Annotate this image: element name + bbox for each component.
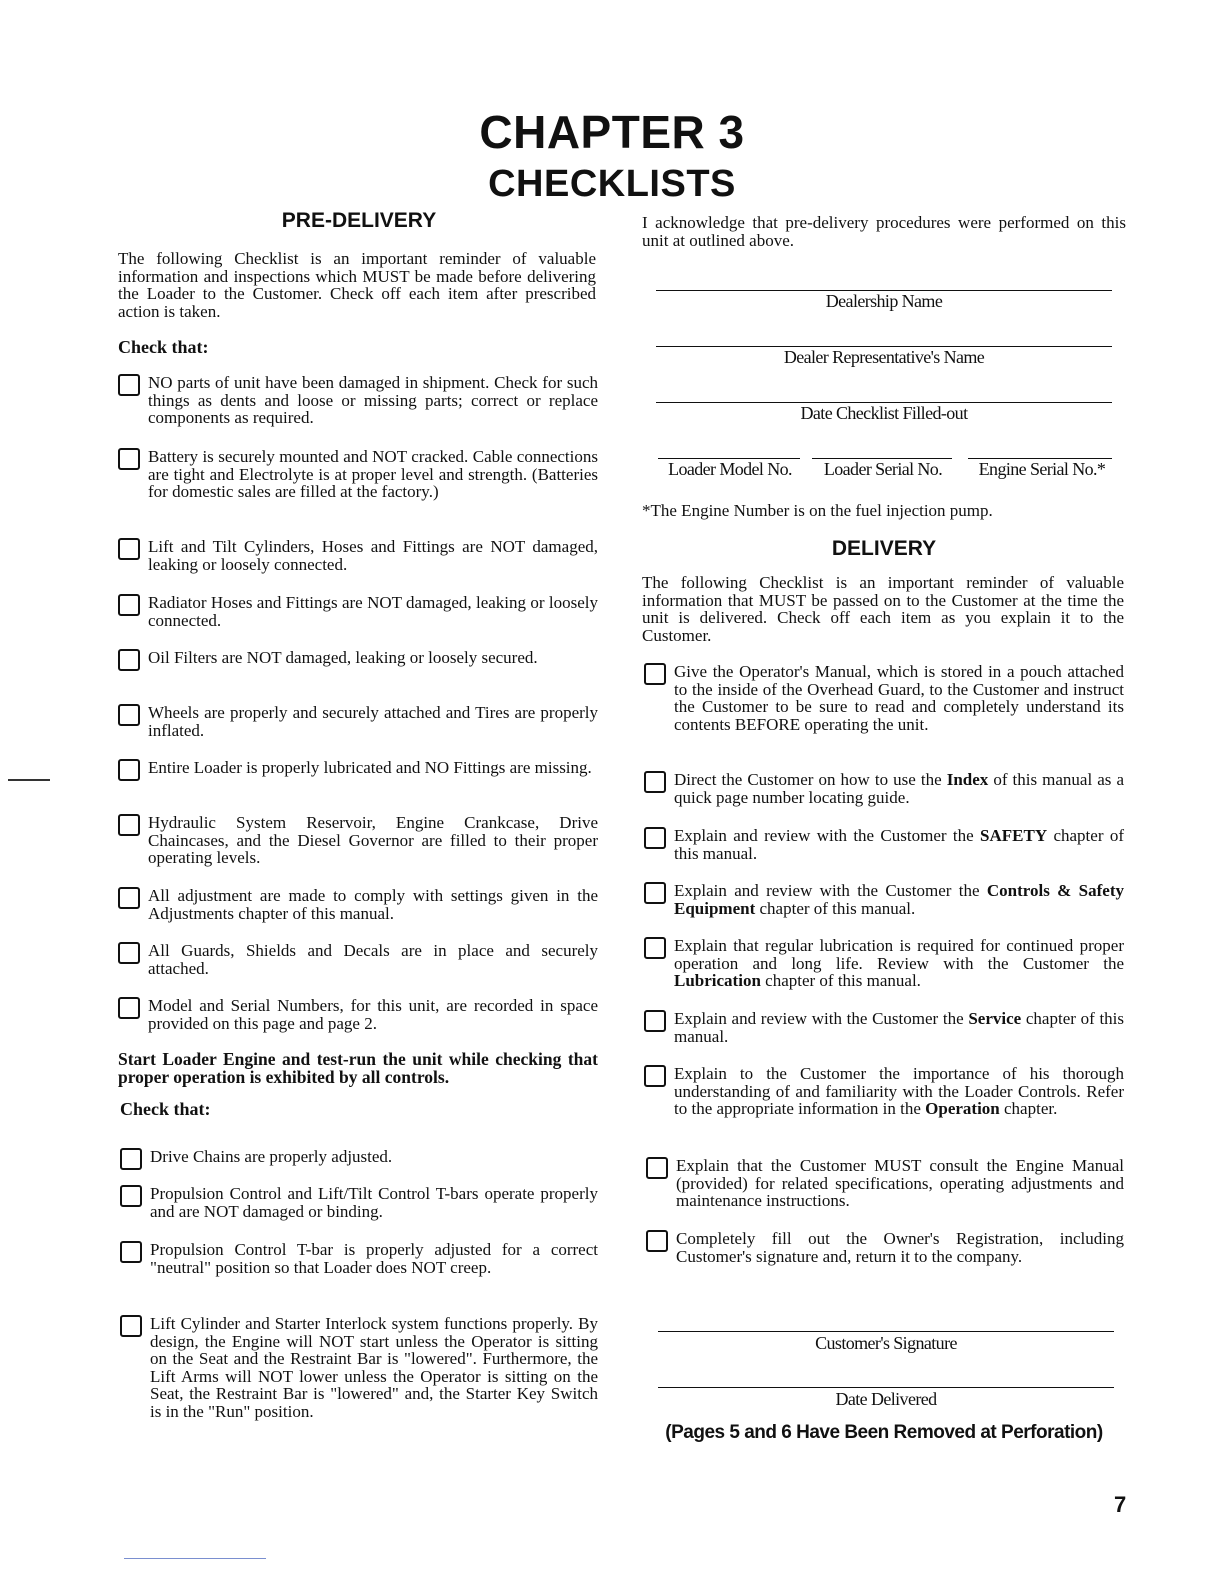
engine-serial-label: Engine Serial No.* bbox=[978, 459, 1106, 479]
loader-serial-label: Loader Serial No. bbox=[823, 459, 943, 479]
date-delivered-label: Date Delivered bbox=[835, 1389, 937, 1409]
checklist-item[interactable] bbox=[646, 1230, 1124, 1265]
checklist-item[interactable] bbox=[120, 1148, 598, 1170]
checklist-item[interactable] bbox=[118, 538, 598, 573]
checklist-item-text: Lift and Tilt Cylinders, Hoses and Fittings are NOT damaged, leaking or loosely connected. bbox=[148, 537, 598, 574]
chapter-heading: CHAPTER 3 bbox=[479, 106, 745, 158]
test-run-note: Start Loader Engine and test-run the unit while checking that proper operation is exhibited by all controls. bbox=[118, 1049, 598, 1087]
checklist-item-text: Battery is securely mounted and NOT cracked. Cable connections are tight and Electrolyte is at proper level and strength. (Batteries for domestic sales are filled at the factory.) bbox=[148, 447, 598, 501]
check-that-label: Check that: bbox=[118, 337, 209, 357]
checklist-item[interactable] bbox=[118, 649, 598, 671]
customer-signature-label: Customer's Signature bbox=[815, 1333, 957, 1353]
checklist-item[interactable] bbox=[118, 887, 598, 922]
checkbox[interactable] bbox=[644, 937, 666, 959]
checklist-item-text: All adjustment are made to comply with settings given in the Adjustments chapter of this manual. bbox=[148, 886, 598, 923]
checklist-item[interactable] bbox=[120, 1185, 598, 1220]
checklist-item-text: Drive Chains are properly adjusted. bbox=[150, 1147, 393, 1166]
loader-model-label: Loader Model No. bbox=[668, 459, 792, 479]
checklist-item[interactable] bbox=[644, 827, 1124, 862]
checkbox[interactable] bbox=[118, 997, 140, 1019]
margin-mark bbox=[8, 779, 50, 781]
checklist-item-text: Explain that the Customer MUST consult the Engine Manual (provided) for related specifications, operating adjustments and maintenance instructions. bbox=[676, 1156, 1124, 1210]
checklist-item[interactable] bbox=[644, 1010, 1124, 1045]
check-that-label-2: Check that: bbox=[120, 1099, 211, 1119]
checklist-item-text: Explain and review with the Customer the Controls & Safety Equipment chapter of this manual. bbox=[674, 881, 1124, 918]
checklist-item-text: Wheels are properly and securely attached and Tires are properly inflated. bbox=[148, 703, 598, 740]
acknowledge-text: I acknowledge that pre-delivery procedures were performed on this unit at outlined above. bbox=[642, 213, 1126, 250]
checklist-item-text: Explain and review with the Customer the SAFETY chapter of this manual. bbox=[674, 826, 1124, 863]
checkbox[interactable] bbox=[644, 882, 666, 904]
pages-removed-note: (Pages 5 and 6 Have Been Removed at Perforation) bbox=[665, 1422, 1103, 1443]
checklist-item-text: All Guards, Shields and Decals are in place and securely attached. bbox=[148, 941, 598, 978]
checklist-item-text: Completely fill out the Owner's Registration, including Customer's signature and, return it to the company. bbox=[676, 1229, 1124, 1266]
checklist-item-text: Direct the Customer on how to use the Index of this manual as a quick page number locating guide. bbox=[674, 770, 1125, 807]
date-filled-label: Date Checklist Filled-out bbox=[800, 403, 968, 423]
checkbox[interactable] bbox=[118, 448, 140, 470]
checkbox[interactable] bbox=[120, 1315, 142, 1337]
checkbox[interactable] bbox=[118, 704, 140, 726]
checklist-item[interactable] bbox=[644, 882, 1124, 917]
checklist-item-text: NO parts of unit have been damaged in shipment. Check for such things as dents and loose or missing parts; correct or replace components as required. bbox=[148, 373, 598, 427]
checklist-item[interactable] bbox=[646, 1157, 1124, 1210]
checkbox[interactable] bbox=[120, 1185, 142, 1207]
checkbox[interactable] bbox=[118, 942, 140, 964]
checkbox[interactable] bbox=[646, 1157, 668, 1179]
checklist-item[interactable] bbox=[118, 448, 598, 501]
checklist-item-text: Oil Filters are NOT damaged, leaking or loosely secured. bbox=[148, 648, 538, 667]
page-number: 7 bbox=[1114, 1492, 1127, 1517]
checkbox[interactable] bbox=[644, 771, 666, 793]
checklist-item-text: Give the Operator's Manual, which is stored in a pouch attached to the inside of the Overhead Guard, to the Customer and instruct the Customer to be sure to read and completely understand its contents BEFORE operating the unit. bbox=[674, 662, 1124, 734]
checkbox[interactable] bbox=[644, 1065, 666, 1087]
checklist-item[interactable] bbox=[118, 942, 598, 977]
checklist-item-text: Propulsion Control T-bar is properly adjusted for a correct "neutral" position so that Loader does NOT creep. bbox=[150, 1240, 598, 1277]
predelivery-heading: PRE-DELIVERY bbox=[281, 209, 437, 232]
checklist-item[interactable] bbox=[118, 704, 598, 739]
checklist-item-text: Model and Serial Numbers, for this unit, are recorded in space provided on this page and page 2. bbox=[148, 996, 598, 1033]
dealer-rep-name-label: Dealer Representative's Name bbox=[783, 347, 985, 367]
checkbox[interactable] bbox=[118, 887, 140, 909]
delivery-intro: The following Checklist is an important reminder of valuable information that MUST be passed on to the Customer at the time the unit is delivered. Check off each item as you explain it to the Customer. bbox=[642, 573, 1124, 645]
checklist-item[interactable] bbox=[118, 759, 598, 781]
checklist-item-text: Explain and review with the Customer the Service chapter of this manual. bbox=[674, 1009, 1124, 1046]
checklist-item[interactable] bbox=[644, 771, 1124, 806]
checklist-item-text: Explain to the Customer the importance of his thorough understanding of and familiarity with the Loader Controls. Refer to the appropriate information in the Operation chapter. bbox=[674, 1064, 1124, 1118]
dealership-name-label: Dealership Name bbox=[825, 291, 943, 311]
checkbox[interactable] bbox=[118, 538, 140, 560]
engine-note: *The Engine Number is on the fuel injection pump. bbox=[642, 501, 993, 520]
checkbox[interactable] bbox=[118, 594, 140, 616]
customer-signature-line[interactable] bbox=[658, 1331, 1114, 1332]
checklist-item[interactable] bbox=[644, 663, 1124, 733]
checklist-item[interactable] bbox=[120, 1315, 598, 1420]
checklist-item-text: Explain that regular lubrication is required for continued proper operation and long life. Review with the Customer the Lubrication chapter of this manual. bbox=[674, 936, 1124, 990]
checklist-item[interactable] bbox=[644, 937, 1124, 990]
checkbox[interactable] bbox=[644, 1010, 666, 1032]
checklist-item[interactable] bbox=[644, 1065, 1124, 1118]
bottom-rule bbox=[124, 1558, 266, 1559]
checklist-item-text: Radiator Hoses and Fittings are NOT damaged, leaking or loosely connected. bbox=[148, 593, 598, 630]
predelivery-intro: The following Checklist is an important reminder of valuable information and inspections which MUST be made before delivering the Loader to the Customer. Check off each item after prescribed action is taken. bbox=[118, 249, 596, 321]
checkbox[interactable] bbox=[646, 1230, 668, 1252]
checklist-item-text: Hydraulic System Reservoir, Engine Crankcase, Drive Chaincases, and the Diesel Governor are filled to their proper operating levels. bbox=[148, 813, 598, 867]
delivery-heading: DELIVERY bbox=[831, 537, 937, 560]
checkbox[interactable] bbox=[118, 759, 140, 781]
checklist-item-text: Propulsion Control and Lift/Tilt Control T-bars operate properly and are NOT damaged or binding. bbox=[150, 1184, 598, 1221]
checklist-item[interactable] bbox=[120, 1241, 598, 1276]
checklist-item-text: Lift Cylinder and Starter Interlock system functions properly. By design, the Engine will NOT start unless the Operator is sitting on the Seat and the Restraint Bar is "lowered". Furthermore, the Lift Arms will NOT lower unless the Operator is sitting on the Seat, the Restraint Bar is "lowered" and, the Starter Key Switch is in the "Run" position. bbox=[150, 1314, 598, 1421]
checkbox[interactable] bbox=[118, 649, 140, 671]
checklist-item[interactable] bbox=[118, 997, 598, 1032]
checklist-item[interactable] bbox=[118, 594, 598, 629]
checklist-item[interactable] bbox=[118, 814, 598, 867]
date-delivered-line[interactable] bbox=[658, 1387, 1114, 1388]
checklist-item[interactable] bbox=[118, 374, 598, 427]
checkbox[interactable] bbox=[118, 374, 140, 396]
checkbox[interactable] bbox=[644, 663, 666, 685]
checkbox[interactable] bbox=[120, 1148, 142, 1170]
checkbox[interactable] bbox=[118, 814, 140, 836]
page-title: CHECKLISTS bbox=[488, 163, 736, 205]
checkbox[interactable] bbox=[120, 1241, 142, 1263]
checkbox[interactable] bbox=[644, 827, 666, 849]
checklist-item-text: Entire Loader is properly lubricated and NO Fittings are missing. bbox=[148, 758, 592, 777]
